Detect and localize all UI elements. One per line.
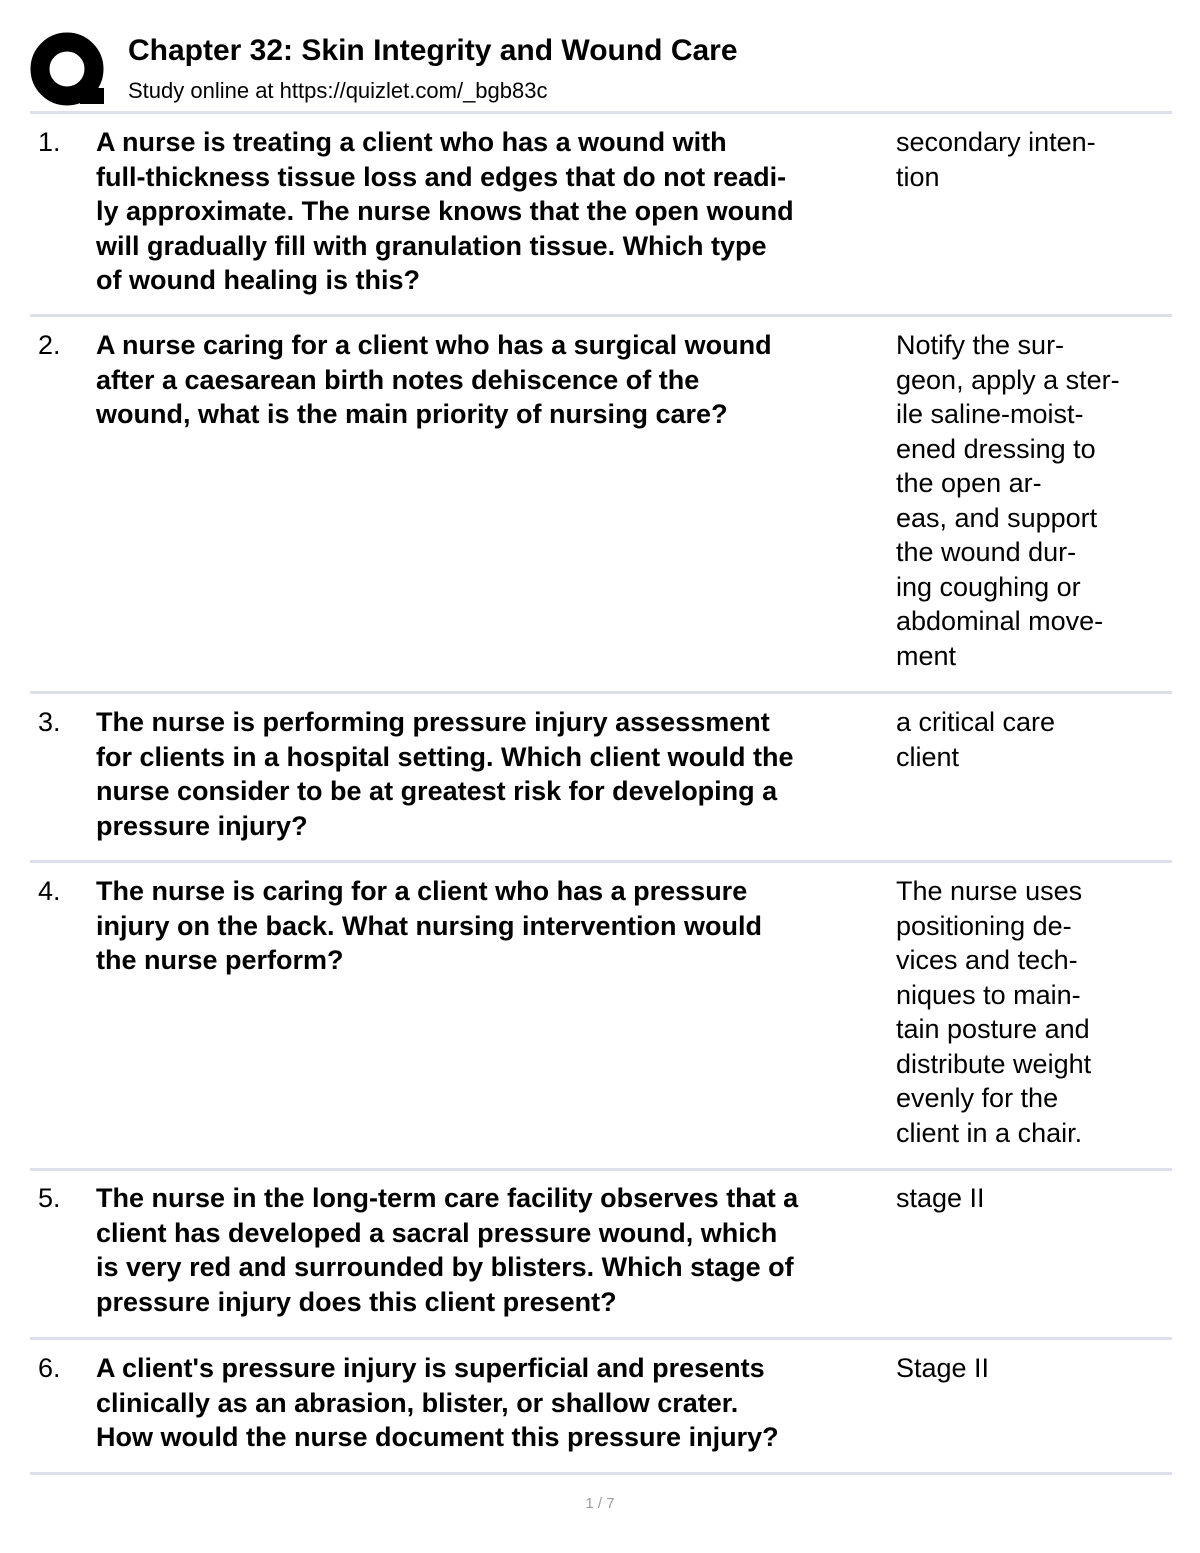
divider: [30, 691, 1172, 694]
card-question: The nurse in the long-term care facility observes that a client has developed a sacral pressure wound, which is very red and surrounded by blisters. Which stage of pressure injury does this client present?: [96, 1183, 799, 1317]
divider: [30, 1337, 1172, 1340]
card-question: A nurse caring for a client who has a surgical wound after a caesarean birth notes dehiscence of the wound, what is the main priority of nursing care?: [96, 330, 772, 429]
card-answer: The nurse uses positioning de- vices and tech- niques to main- tain posture and distribute weight evenly for the client in a chair.: [896, 876, 1092, 1148]
card-question: The nurse is caring for a client who has a pressure injury on the back. What nursing intervention would the nurse perform?: [96, 876, 763, 975]
divider: [30, 1472, 1172, 1475]
card-number: 6.: [38, 1353, 61, 1383]
card-question: A client's pressure injury is superficial and presents clinically as an abrasion, blister, or shallow crater. How would the nurse document this pressure injury?: [96, 1353, 779, 1452]
card-question: The nurse is performing pressure injury assessment for clients in a hospital setting. Which client would the nurse consider to be at greatest risk for developing a pressure injury?: [96, 707, 794, 841]
card-number: 2.: [38, 330, 61, 360]
study-online-link[interactable]: Study online at https://quizlet.com/_bgb83c: [128, 78, 548, 103]
page-title: Chapter 32: Skin Integrity and Wound Care: [128, 34, 738, 67]
card-answer: Notify the sur- geon, apply a ster- ile saline-moist- ened dressing to the open ar- eas, and support the wound dur- ing coughing or abdominal move- ment: [896, 330, 1120, 671]
divider: [30, 1168, 1172, 1171]
card-number: 3.: [38, 707, 61, 737]
quizlet-q-logo-icon: [30, 32, 106, 108]
card-question: A nurse is treating a client who has a wound with full-thickness tissue loss and edges that do not readi- ly approximate. The nurse knows that the open wound will gradually fill with granulation tissue. Which type of wound healing is this?: [96, 127, 794, 295]
card-number: 1.: [38, 127, 61, 157]
divider: [30, 860, 1172, 863]
card-number: 4.: [38, 876, 61, 906]
card-answer: a critical care client: [896, 707, 1056, 772]
divider: [30, 111, 1172, 114]
document-header: [30, 26, 1172, 112]
card-number: 5.: [38, 1183, 61, 1213]
card-answer: Stage II: [896, 1353, 990, 1383]
page-number: 1 / 7: [585, 1495, 615, 1512]
card-answer: stage II: [896, 1183, 985, 1213]
card-answer: secondary inten- tion: [896, 127, 1096, 192]
divider: [30, 314, 1172, 317]
